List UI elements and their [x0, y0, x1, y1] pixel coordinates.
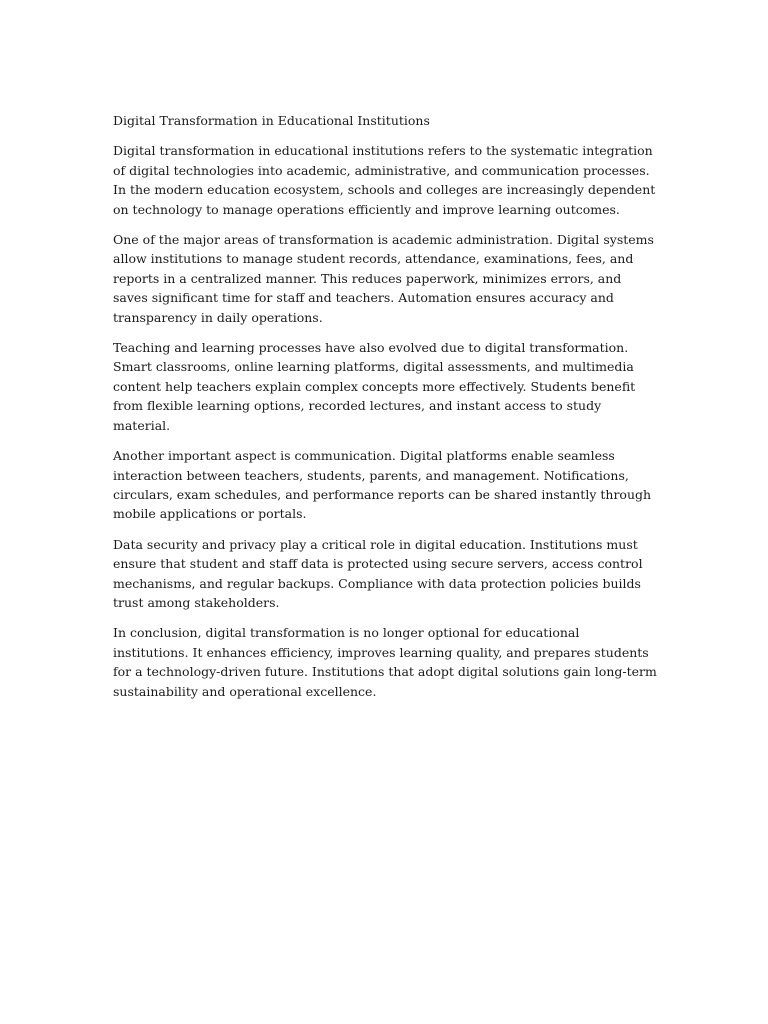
paragraph-1: Digital transformation in educational institutions refers to the systematic integration of digital technologies into academic, administrative, and communication processes. In the modern education ecosystem, schools and colleges are increasingly dependent on technology to manage operations efficiently and improve learning outcomes.	[113, 143, 656, 217]
document-body	[113, 111, 658, 712]
paragraph-2: One of the major areas of transformation is academic administration. Digital systems allow institutions to manage student records, attendance, examinations, fees, and reports in a centralized manner. This reduces paperwork, minimizes errors, and saves significant time for staff and teachers. Automation ensures accuracy and transparency in daily operations.	[113, 232, 654, 325]
paragraph-5: Data security and privacy play a critical role in digital education. Institutions must ensure that student and staff data is protected using secure servers, access control mechanisms, and regular backups. Compliance with data protection policies builds trust among stakeholders.	[113, 536, 643, 610]
document-title: Digital Transformation in Educational Institutions	[113, 113, 430, 128]
paragraph-6: In conclusion, digital transformation is no longer optional for educational institutions. It enhances efficiency, improves learning quality, and prepares students for a technology-driven future. Institutions that adopt digital solutions gain long-term sustainability and operational excellence.	[113, 625, 657, 699]
paragraph-3: Teaching and learning processes have also evolved due to digital transformation. Smart classrooms, online learning platforms, digital assessments, and multimedia content help teachers explain complex concepts more effectively. Students benefit from flexible learning options, recorded lectures, and instant access to study material.	[113, 340, 636, 433]
paragraph-4: Another important aspect is communication. Digital platforms enable seamless interaction between teachers, students, parents, and management. Notifications, circulars, exam schedules, and performance reports can be shared instantly through mobile applications or portals.	[113, 448, 652, 522]
